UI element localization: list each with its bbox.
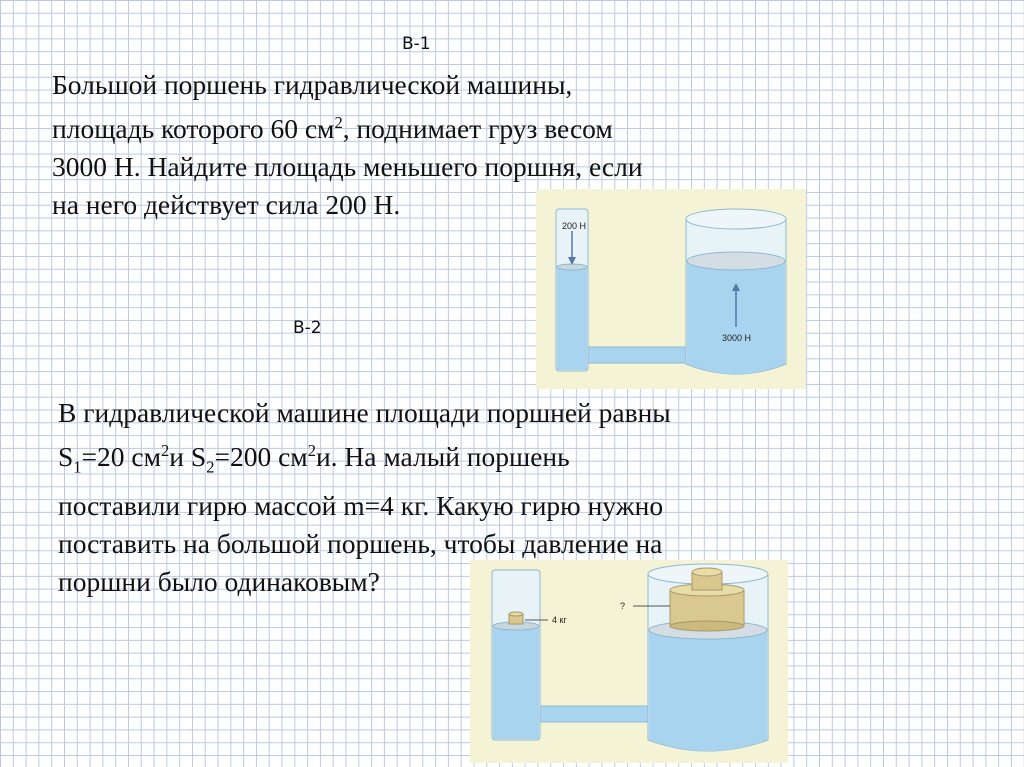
force-large-label: 3000 Н bbox=[722, 333, 752, 343]
problem-2-line-4: поставить на большой поршень, чтобы давление на bbox=[58, 527, 663, 559]
problem-2-line-2: $S_1=20$ $см^2и$ $S_2=200$ $см^2и$. На малый поршень bbox=[58, 441, 570, 477]
problem-1-line-2: площадь которого 60 $см^2$, поднимает груз весом bbox=[52, 113, 613, 145]
force-small-label: 200 Н bbox=[562, 221, 587, 231]
problem-1-line-4: на него действует сила 200 Н. bbox=[52, 189, 401, 221]
weight-large-label: ? bbox=[620, 601, 626, 611]
problem-2-line-3: поставили гирю массой m=4 кг. Какую гирю нужно bbox=[58, 489, 664, 521]
hydraulic-press-figure-2 bbox=[470, 560, 788, 763]
problem-2-line-1: В гидравлической машине площади поршней равны bbox=[58, 397, 671, 428]
weight-small-label: 4 кг bbox=[552, 615, 567, 625]
problem-1-line-3: 3000 Н. Найдите площадь меньшего поршня, если bbox=[52, 151, 643, 183]
variant-1-label: В-1 bbox=[402, 34, 431, 54]
variant-2-label: В-2 bbox=[293, 318, 322, 338]
problem-2-line-5: поршни было одинаковым? bbox=[58, 565, 380, 597]
hydraulic-press-figure-1 bbox=[536, 189, 806, 389]
problem-1-line-1: Большой поршень гидравлической машины, bbox=[52, 69, 573, 100]
